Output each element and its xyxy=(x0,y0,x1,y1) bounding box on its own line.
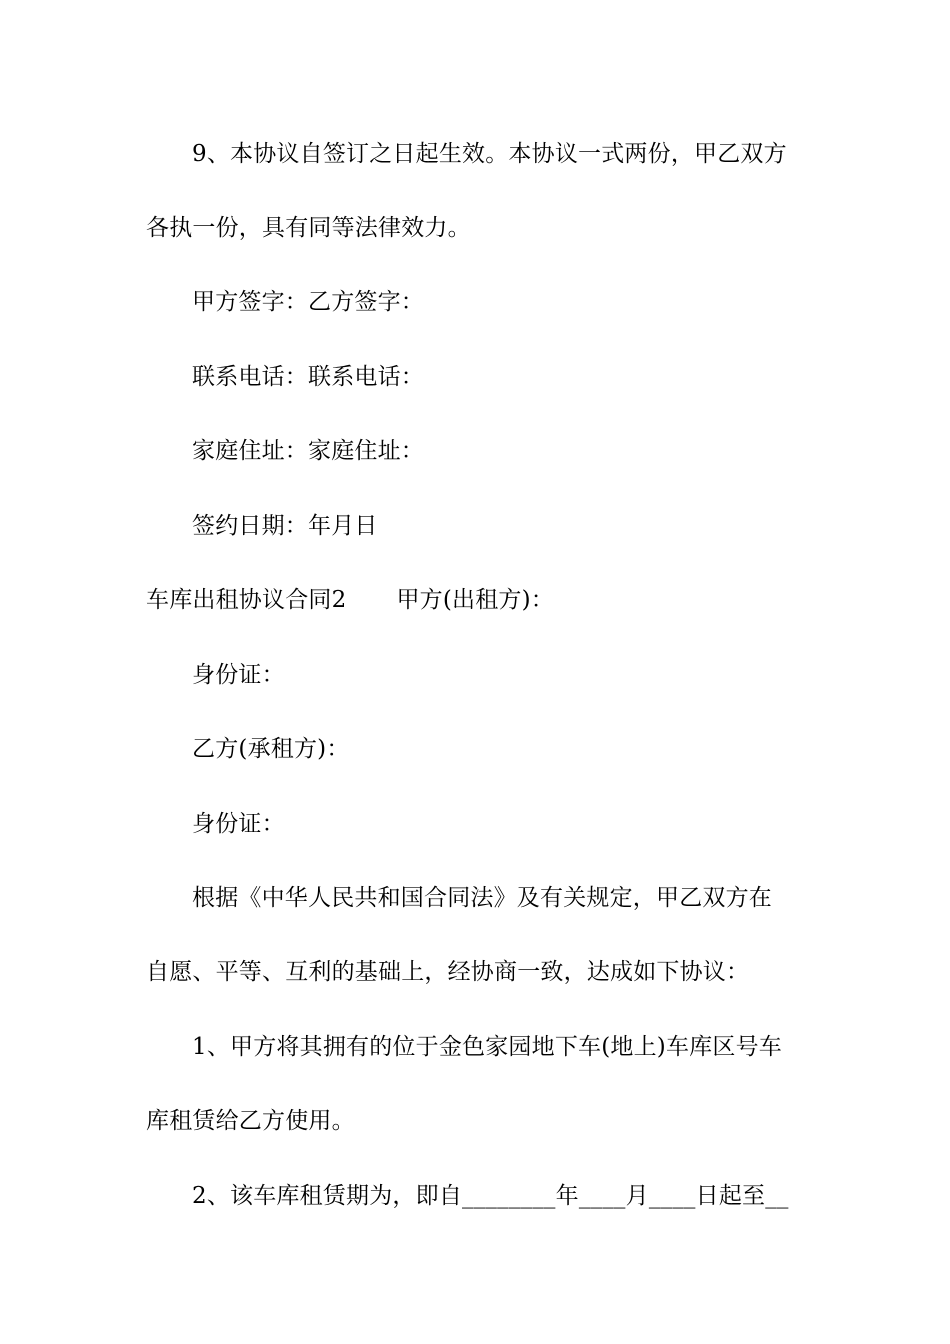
contract-title: 车库出租协议合同2 xyxy=(146,587,347,613)
paragraph-clause-1: 1、甲方将其拥有的位于金色家园地下车(地上)车库区号车 xyxy=(192,1034,782,1060)
paragraph-preamble-continued: 自愿、平等、互利的基础上，经协商一致，达成如下协议： xyxy=(146,959,750,985)
phone-line: 联系电话：联系电话： xyxy=(192,364,424,390)
party-b-id-line: 身份证： xyxy=(192,811,285,837)
paragraph-preamble: 根据《中华人民共和国合同法》及有关规定，甲乙双方在 xyxy=(192,885,772,911)
party-b-line: 乙方(承租方)： xyxy=(192,736,350,762)
party-a-id-line: 身份证： xyxy=(192,662,285,688)
paragraph-clause-1-continued: 库租赁给乙方使用。 xyxy=(146,1108,355,1134)
paragraph-clause-2: 2、该车库租赁期为，即自________年____月____日起至__ xyxy=(192,1183,789,1209)
paragraph-clause-9-continued: 各执一份，具有同等法律效力。 xyxy=(146,215,471,241)
paragraph-clause-9: 9、本协议自签订之日起生效。本协议一式两份，甲乙双方 xyxy=(192,141,787,167)
sign-date-line: 签约日期：年月日 xyxy=(192,513,378,539)
party-a-label: 甲方(出租方)： xyxy=(396,587,554,613)
signature-line: 甲方签字：乙方签字： xyxy=(192,289,424,315)
address-line: 家庭住址：家庭住址： xyxy=(192,438,424,464)
section-heading xyxy=(146,585,554,615)
